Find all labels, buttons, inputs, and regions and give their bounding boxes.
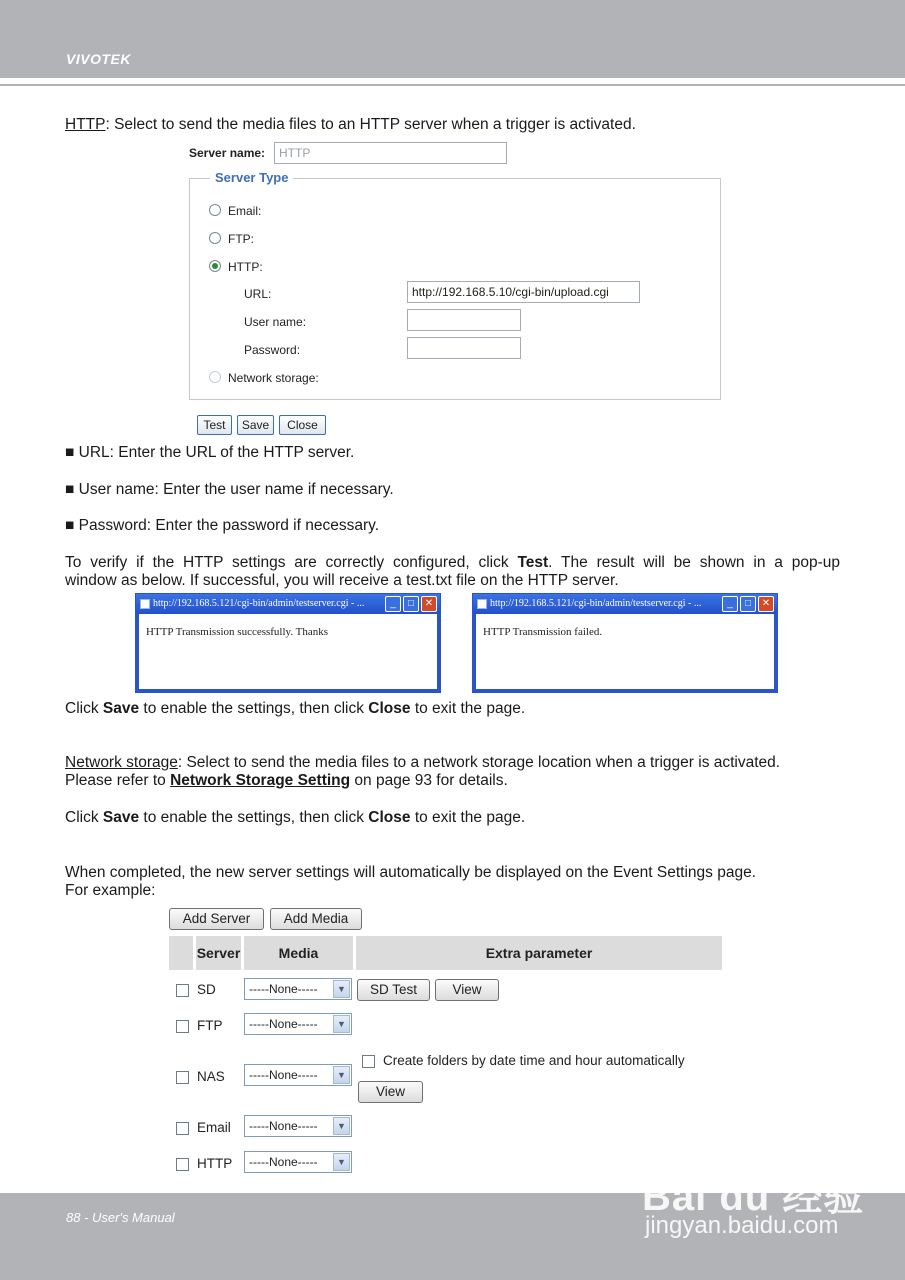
chevron-down-icon[interactable]: ▼ — [333, 980, 350, 998]
server-ftp: FTP — [197, 1018, 223, 1033]
cs1-a: Click — [65, 700, 103, 717]
header-divider — [0, 84, 905, 86]
cs2-close: Close — [368, 809, 411, 826]
popup-success — [135, 593, 441, 693]
username-label: User name: — [244, 315, 307, 329]
password-label: Password: — [244, 343, 301, 357]
bullet-username: ■ User name: Enter the user name if necessary. — [65, 481, 394, 498]
radio-email-label: Email: — [228, 204, 262, 218]
ie-page-icon — [477, 599, 487, 609]
click-save-line-1 — [65, 700, 840, 718]
media-select-sd[interactable] — [244, 978, 352, 1000]
maximize-icon[interactable]: □ — [740, 596, 756, 612]
add-server-button[interactable]: Add Server — [169, 908, 264, 930]
header-extra-parameter: Extra parameter — [356, 936, 722, 970]
media-select-nas-value: -----None----- — [249, 1068, 318, 1082]
close-button[interactable]: Close — [279, 415, 326, 435]
chevron-down-icon[interactable]: ▼ — [333, 1117, 350, 1135]
url-input[interactable]: http://192.168.5.10/cgi-bin/upload.cgi — [407, 281, 640, 303]
click-save-line-2 — [65, 809, 840, 827]
row-checkbox-http[interactable] — [176, 1158, 189, 1171]
verify-text-b: . The result will be shown in a pop-up — [548, 554, 840, 571]
header-checkbox-col — [169, 936, 193, 970]
media-select-nas[interactable] — [244, 1064, 352, 1086]
password-input[interactable] — [407, 337, 521, 359]
http-intro — [65, 116, 840, 134]
create-folders-label: Create folders by date time and hour automatically — [383, 1053, 685, 1068]
server-nas: NAS — [197, 1069, 225, 1084]
cs2-a: Click — [65, 809, 103, 826]
cs1-save: Save — [102, 700, 140, 717]
radio-network-storage-label: Network storage: — [228, 371, 319, 385]
ie-page-icon — [140, 599, 150, 609]
minimize-icon[interactable]: _ — [385, 596, 401, 612]
row-checkbox-ftp[interactable] — [176, 1020, 189, 1033]
network-storage-text: : Select to send the media files to a network storage location when a trigger is activated. — [177, 754, 781, 771]
media-select-http-value: -----None----- — [249, 1155, 318, 1169]
server-sd: SD — [197, 982, 216, 997]
cs2-save: Save — [102, 809, 140, 826]
save-button[interactable]: Save — [237, 415, 274, 435]
url-label: URL: — [244, 287, 272, 301]
minimize-icon[interactable]: _ — [722, 596, 738, 612]
radio-ftp-label: FTP: — [228, 232, 254, 246]
radio-http-label: HTTP: — [228, 260, 263, 274]
username-input[interactable] — [407, 309, 521, 331]
http-term: HTTP — [65, 116, 106, 133]
verify-line-1 — [65, 554, 840, 572]
popup-success-title: http://192.168.5.121/cgi-bin/admin/testserver.cgi - ... — [153, 598, 365, 609]
row-checkbox-email[interactable] — [176, 1122, 189, 1135]
header-server: Server — [196, 936, 241, 970]
nas-view-button[interactable]: View — [358, 1081, 423, 1103]
popup-failure-title: http://192.168.5.121/cgi-bin/admin/testserver.cgi - ... — [490, 598, 702, 609]
chevron-down-icon[interactable]: ▼ — [333, 1066, 350, 1084]
radio-network-storage[interactable] — [209, 371, 221, 383]
http-server-form — [182, 138, 727, 440]
verify-line-2: window as below. If successful, you will receive a test.txt file on the HTTP server. — [65, 572, 619, 589]
cs1-c: to exit the page. — [410, 700, 526, 717]
cs2-c: to exit the page. — [410, 809, 526, 826]
row-checkbox-nas[interactable] — [176, 1071, 189, 1084]
server-name-input[interactable]: HTTP — [274, 142, 507, 164]
chevron-down-icon[interactable]: ▼ — [333, 1015, 350, 1033]
cs1-close: Close — [368, 700, 411, 717]
media-select-email-value: -----None----- — [249, 1119, 318, 1133]
maximize-icon[interactable]: □ — [403, 596, 419, 612]
cs2-b: to enable the settings, then click — [139, 809, 369, 826]
network-storage-line-2 — [65, 772, 840, 790]
event-settings-table — [167, 904, 723, 1186]
media-select-ftp-value: -----None----- — [249, 1017, 318, 1031]
test-button[interactable]: Test — [197, 415, 232, 435]
popup-failure — [472, 593, 778, 693]
server-email: Email — [197, 1120, 231, 1135]
chevron-down-icon[interactable]: ▼ — [333, 1153, 350, 1171]
bullet-url: ■ URL: Enter the URL of the HTTP server. — [65, 444, 355, 461]
http-intro-text: : Select to send the media files to an HTTP server when a trigger is activated. — [105, 116, 636, 133]
baidu-watermark-url: jingyan.baidu.com — [645, 1212, 839, 1239]
media-select-sd-value: -----None----- — [249, 982, 318, 996]
radio-ftp[interactable] — [209, 232, 221, 244]
ns-line2-a: Please refer to — [65, 772, 171, 789]
close-icon[interactable]: ✕ — [421, 596, 437, 612]
completed-line-1: When completed, the new server settings will automatically be displayed on the Event Settings page. — [65, 864, 756, 881]
bullet-password: ■ Password: Enter the password if necessary. — [65, 517, 380, 534]
create-folders-checkbox[interactable] — [362, 1055, 375, 1068]
ns-line2-b: on page 93 for details. — [350, 772, 508, 789]
server-name-label: Server name: — [189, 146, 266, 160]
popup-success-message: HTTP Transmission successfully. Thanks — [146, 626, 329, 638]
media-select-http[interactable] — [244, 1151, 352, 1173]
cs1-b: to enable the settings, then click — [139, 700, 369, 717]
baidu-watermark-logo: Bai du 经验 — [642, 1175, 865, 1219]
media-select-ftp[interactable] — [244, 1013, 352, 1035]
sd-test-button[interactable]: SD Test — [357, 979, 430, 1001]
completed-line-2: For example: — [65, 882, 156, 899]
server-type-legend: Server Type — [210, 170, 293, 185]
add-media-button[interactable]: Add Media — [270, 908, 362, 930]
verify-text-a: To verify if the HTTP settings are correctly configured, click — [65, 554, 518, 571]
footer-page-label: 88 - User's Manual — [66, 1210, 175, 1225]
brand-logo-text: VIVOTEK — [66, 51, 131, 67]
media-select-email[interactable] — [244, 1115, 352, 1137]
verify-test-bold: Test — [517, 554, 549, 571]
network-storage-line-1 — [65, 754, 840, 772]
network-storage-setting-link[interactable]: Network Storage Setting — [170, 772, 351, 789]
sd-view-button[interactable]: View — [435, 979, 499, 1001]
server-http: HTTP — [197, 1156, 233, 1171]
popup-failure-message: HTTP Transmission failed. — [483, 626, 603, 638]
header-media: Media — [244, 936, 353, 970]
close-icon[interactable]: ✕ — [758, 596, 774, 612]
row-checkbox-sd[interactable] — [176, 984, 189, 997]
network-storage-term: Network storage — [65, 754, 178, 771]
radio-http[interactable] — [209, 260, 221, 272]
radio-email[interactable] — [209, 204, 221, 216]
header-bar — [0, 0, 905, 78]
